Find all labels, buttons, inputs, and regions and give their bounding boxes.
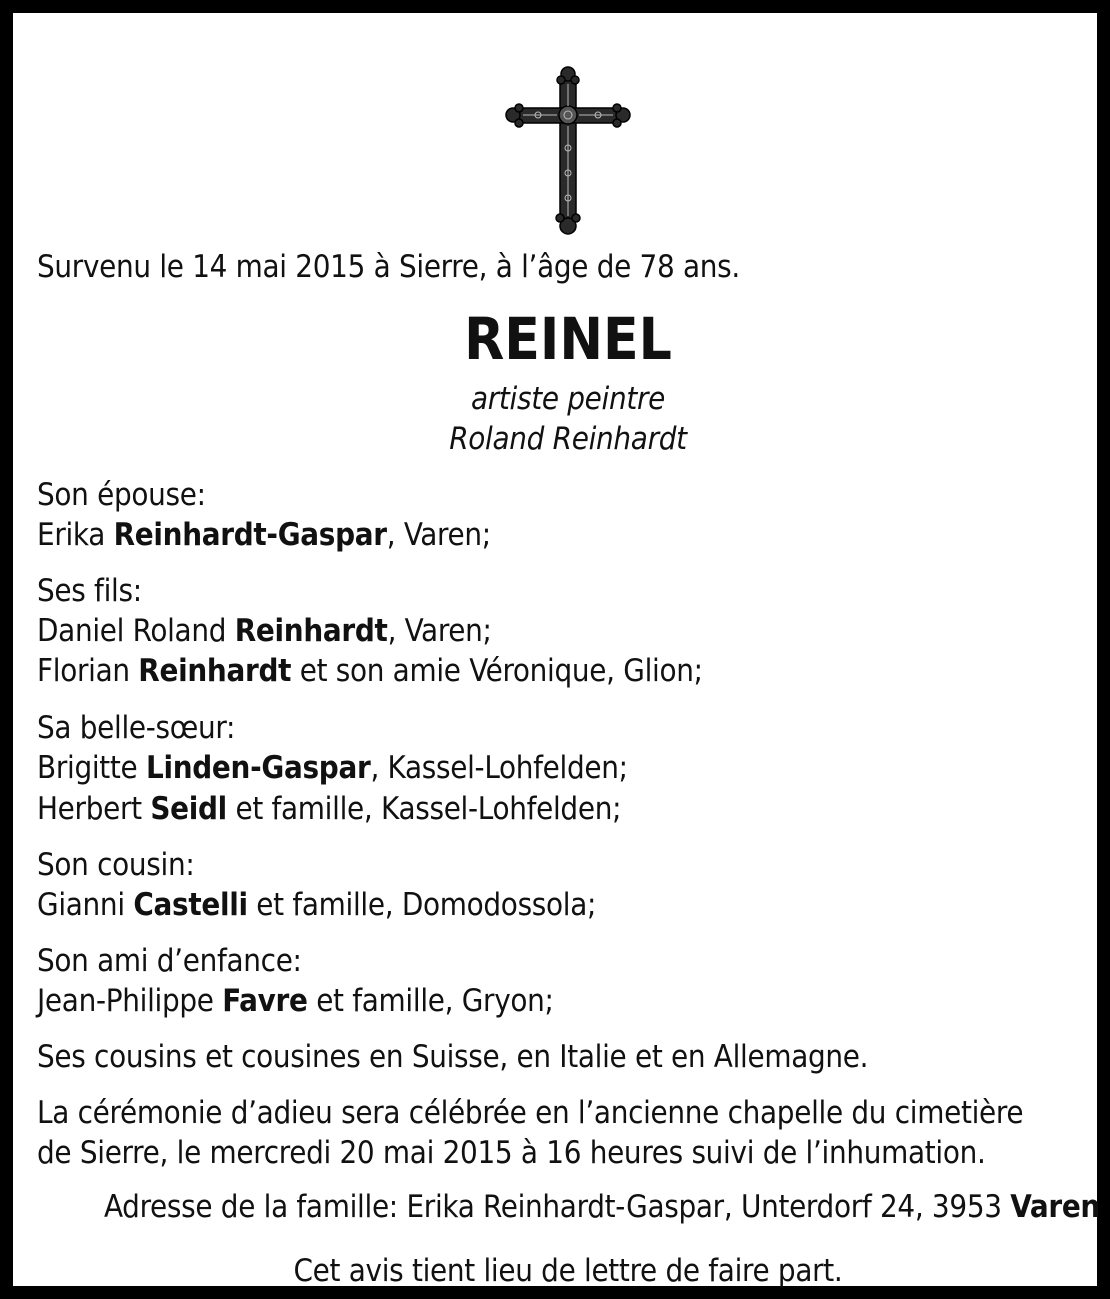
cousin-entry: Gianni Castelli et famille, Domodossola;: [37, 887, 597, 923]
sons-label: Ses fils:: [37, 573, 142, 609]
ceremony-line-2: de Sierre, le mercredi 20 mai 2015 à 16 heures suivi de l’inhumation.: [37, 1135, 986, 1171]
cousin-label: Son cousin:: [37, 847, 195, 883]
sister-in-law-entry-1: Brigitte Linden-Gaspar, Kassel-Lohfelden;: [37, 750, 628, 786]
intro-line: Survenu le 14 mai 2015 à Sierre, à l’âge de 78 ans.: [37, 249, 740, 285]
childhood-friend-entry: Jean-Philippe Favre et famille, Gryon;: [37, 983, 554, 1019]
full-name: Roland Reinhardt: [449, 421, 687, 457]
closing-line: Cet avis tient lieu de lettre de faire part.: [293, 1253, 843, 1289]
deceased-name: REINEL: [464, 305, 672, 373]
spouse-label: Son épouse:: [37, 477, 206, 513]
son-entry-2: Florian Reinhardt et son amie Véronique, Glion;: [37, 653, 703, 689]
sister-in-law-entry-2: Herbert Seidl et famille, Kassel-Lohfelden;: [37, 791, 622, 827]
sister-in-law-label: Sa belle-sœur:: [37, 710, 236, 746]
profession: artiste peintre: [470, 381, 666, 417]
ceremony-line-1: La cérémonie d’adieu sera célébrée en l’ancienne chapelle du cimetière: [37, 1095, 1024, 1131]
family-address: Adresse de la famille: Erika Reinhardt-Gaspar, Unterdorf 24, 3953 Varen: [103, 1189, 1100, 1225]
childhood-friend-label: Son ami d’enfance:: [37, 943, 302, 979]
ornate-cross-icon: [503, 58, 633, 238]
son-entry-1: Daniel Roland Reinhardt, Varen;: [37, 613, 492, 649]
spouse-entry: Erika Reinhardt-Gaspar, Varen;: [37, 517, 491, 553]
cousins-line: Ses cousins et cousines en Suisse, en Italie et en Allemagne.: [37, 1039, 869, 1075]
